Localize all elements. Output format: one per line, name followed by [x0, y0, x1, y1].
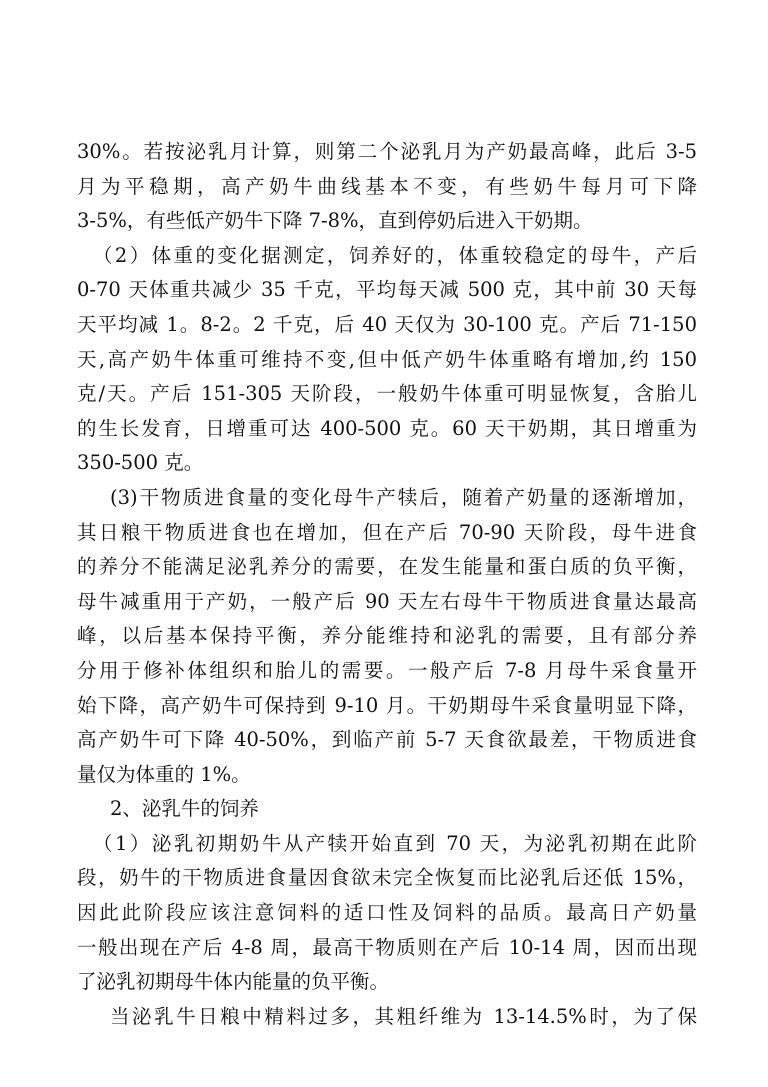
text-line: 克/天。产后 151-305 天阶段，一般奶牛体重可明显恢复，含胎儿	[77, 382, 697, 406]
text-line: (3)干物质进食量的变化母牛产犊后，随着产奶量的逐渐增加，	[110, 485, 697, 509]
text-line: 当泌乳牛日粮中精料过多，其粗纤维为 13-14.5%时，为了保	[110, 1004, 697, 1028]
text-line: 2、泌乳牛的饲养	[110, 797, 259, 821]
text-line: 的生长发育，日增重可达 400-500 克。60 天干奶期，其日增重为	[77, 416, 697, 440]
text-line: 段，奶牛的干物质进食量因食欲未完全恢复而比泌乳后还低 15%，	[77, 866, 697, 890]
text-line: 月为平稳期，高产奶牛曲线基本不变，有些奶牛每月可下降	[77, 174, 697, 198]
text-line: 0-70 天体重共减少 35 千克，平均每天减 500 克，其中前 30 天每	[77, 278, 697, 302]
text-line: 其日粮干物质进食也在增加，但在产后 70-90 天阶段，母牛进食	[77, 520, 697, 544]
text-line: 母牛减重用于产奶，一般产后 90 天左右母牛干物质进食量达最高	[77, 589, 697, 613]
text-line: 一般出现在产后 4-8 周，最高干物质则在产后 10-14 周，因而出现	[77, 935, 697, 959]
text-line: （1）泌乳初期奶牛从产犊开始直到 70 天，为泌乳初期在此阶	[93, 831, 697, 855]
text-line: 因此此阶段应该注意饲料的适口性及饲料的品质。最高日产奶量	[77, 901, 697, 925]
text-line: 30%。若按泌乳月计算，则第二个泌乳月为产奶最高峰，此后 3-5	[77, 140, 697, 163]
text-line: 天,高产奶牛体重可维持不变,但中低产奶牛体重略有增加,约 150	[77, 347, 697, 371]
text-line: 分用于修补体组织和胎儿的需要。一般产后 7-8 月母牛采食量开	[77, 658, 697, 682]
text-line: 天平均减 1。8-2。2 千克，后 40 天仅为 30-100 克。产后 71-150	[77, 312, 697, 336]
text-line: 峰，以后基本保持平衡，养分能维持和泌乳的需要，且有部分养	[77, 624, 697, 648]
text-line: （2）体重的变化据测定，饲养好的，体重较稳定的母牛，产后	[93, 243, 697, 267]
text-line: 高产奶牛可下降 40-50%，到临产前 5-7 天食欲最差，干物质进食	[77, 728, 697, 752]
text-line: 350-500 克。	[77, 451, 204, 475]
text-line: 3-5%，有些低产奶牛下降 7-8%，直到停奶后进入干奶期。	[77, 209, 593, 233]
text-line: 始下降，高产奶牛可保持到 9-10 月。干奶期母牛采食量明显下降，	[77, 693, 697, 717]
text-line: 的养分不能满足泌乳养分的需要，在发生能量和蛋白质的负平衡，	[77, 555, 697, 579]
text-line: 量仅为体重的 1%。	[77, 762, 251, 786]
document-body	[77, 135, 697, 1034]
text-line: 了泌乳初期母牛体内能量的负平衡。	[77, 970, 390, 994]
